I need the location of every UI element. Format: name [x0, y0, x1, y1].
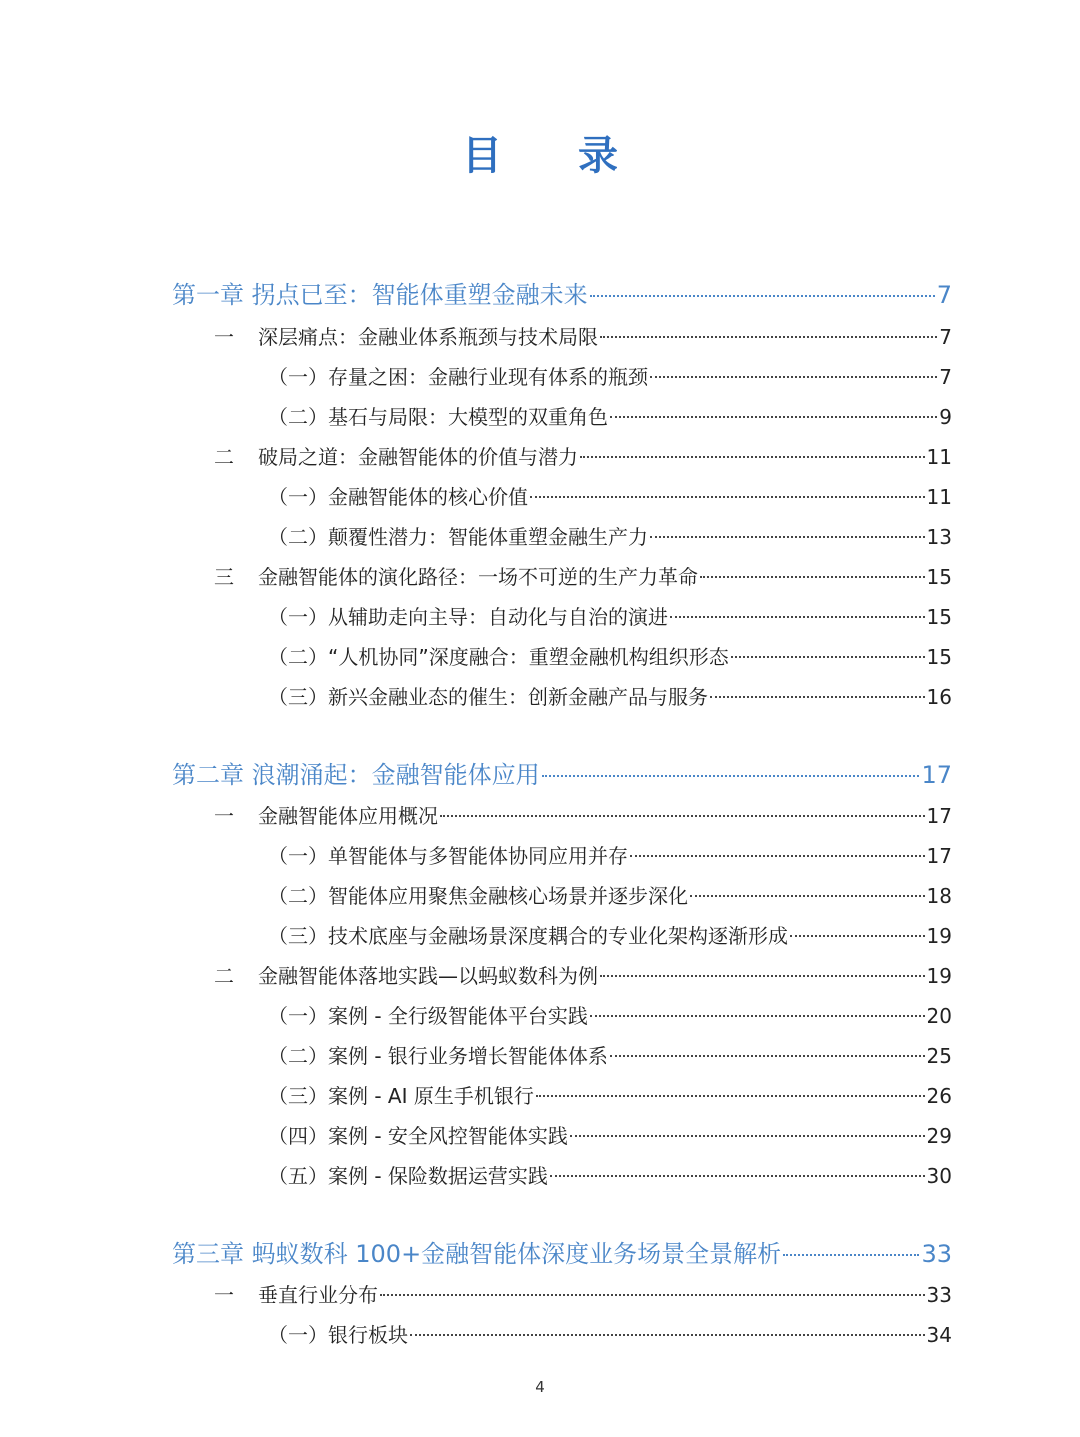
toc-page: 19 — [926, 964, 952, 988]
toc-section[interactable] — [214, 1280, 952, 1310]
toc-page: 30 — [926, 1164, 952, 1188]
toc-subsection[interactable] — [268, 921, 952, 951]
toc-page: 33 — [926, 1283, 952, 1307]
leader-dots — [670, 616, 925, 618]
toc-page: 16 — [926, 685, 952, 709]
leader-dots — [690, 895, 925, 897]
toc-label: （二）案例 - 银行业务增长智能体体系 — [268, 1044, 608, 1068]
toc-label: （五）案例 - 保险数据运营实践 — [268, 1164, 548, 1188]
toc-page: 15 — [926, 645, 952, 669]
leader-dots — [700, 576, 925, 578]
toc-chapter-2[interactable] — [172, 760, 952, 790]
leader-dots — [783, 1254, 919, 1256]
toc-subsection[interactable] — [268, 1081, 952, 1111]
leader-dots — [542, 775, 920, 777]
toc-label: （一）从辅助走向主导：自动化与自治的演进 — [268, 605, 668, 629]
leader-dots — [610, 1055, 925, 1057]
toc-page: 19 — [926, 924, 952, 948]
toc-label: （一）案例 - 全行级智能体平台实践 — [268, 1004, 588, 1028]
toc-subsection[interactable] — [268, 642, 952, 672]
toc-label: 金融智能体应用概况 — [258, 804, 438, 828]
toc-section-num: 一 — [214, 1283, 234, 1307]
toc-label: 金融智能体落地实践—以蚂蚁数科为例 — [258, 964, 598, 988]
toc-page: 11 — [926, 485, 952, 509]
toc-page: 15 — [926, 605, 952, 629]
toc-page: 17 — [921, 761, 952, 789]
page-number: 4 — [535, 1378, 545, 1396]
toc-label: （二）“人机协同”深度融合：重塑金融机构组织形态 — [268, 645, 729, 669]
toc-page: 7 — [939, 365, 952, 389]
toc-label: 垂直行业分布 — [258, 1283, 378, 1307]
toc-label: 金融智能体的演化路径：一场不可逆的生产力革命 — [258, 565, 698, 589]
toc-subsection[interactable] — [268, 881, 952, 911]
leader-dots — [580, 456, 925, 458]
leader-dots — [440, 815, 925, 817]
toc-page: 13 — [926, 525, 952, 549]
leader-dots — [610, 416, 937, 418]
leader-dots — [650, 536, 925, 538]
toc-subsection[interactable] — [268, 602, 952, 632]
toc-section-num: 三 — [214, 565, 234, 589]
toc-chapter-3[interactable] — [172, 1239, 952, 1269]
toc-page: 7 — [936, 281, 952, 309]
toc-section-num: 一 — [214, 325, 234, 349]
toc-label: （一）银行板块 — [268, 1323, 408, 1347]
toc-subsection[interactable] — [268, 482, 952, 512]
toc-subsection[interactable] — [268, 1320, 952, 1350]
leader-dots — [570, 1135, 925, 1137]
toc-label: （四）案例 - 安全风控智能体实践 — [268, 1124, 568, 1148]
toc-page: 33 — [921, 1240, 952, 1268]
toc-subsection[interactable] — [268, 682, 952, 712]
toc-page: 15 — [926, 565, 952, 589]
toc-label: （二）颠覆性潜力：智能体重塑金融生产力 — [268, 525, 648, 549]
toc-page: 11 — [926, 445, 952, 469]
leader-dots — [790, 935, 925, 937]
toc-label: （二）基石与局限：大模型的双重角色 — [268, 405, 608, 429]
toc-subsection[interactable] — [268, 402, 952, 432]
toc-section[interactable] — [214, 322, 952, 352]
toc-label: 第二章 浪潮涌起：金融智能体应用 — [172, 761, 540, 789]
leader-dots — [380, 1294, 925, 1296]
toc-section-num: 二 — [214, 964, 234, 988]
toc-subsection[interactable] — [268, 841, 952, 871]
toc-page: 26 — [926, 1084, 952, 1108]
toc-section[interactable] — [214, 442, 952, 472]
toc-page: 7 — [939, 325, 952, 349]
toc-page: 18 — [926, 884, 952, 908]
toc-subsection[interactable] — [268, 1121, 952, 1151]
toc-subsection[interactable] — [268, 1001, 952, 1031]
toc-page: 17 — [926, 844, 952, 868]
toc-subsection[interactable] — [268, 362, 952, 392]
toc-chapter-1[interactable] — [172, 280, 952, 310]
toc-section-num: 二 — [214, 445, 234, 469]
toc-section[interactable] — [214, 562, 952, 592]
leader-dots — [590, 1015, 925, 1017]
toc-page: 20 — [926, 1004, 952, 1028]
toc-label: （一）存量之困：金融行业现有体系的瓶颈 — [268, 365, 648, 389]
leader-dots — [731, 656, 925, 658]
leader-dots — [410, 1334, 925, 1336]
toc-subsection[interactable] — [268, 1161, 952, 1191]
toc-label: （三）案例 - AI 原生手机银行 — [268, 1084, 534, 1108]
toc-label: （三）技术底座与金融场景深度耦合的专业化架构逐渐形成 — [268, 924, 788, 948]
toc-label: （一）金融智能体的核心价值 — [268, 485, 528, 509]
leader-dots — [600, 336, 937, 338]
title-char-2: 录 — [578, 133, 618, 179]
leader-dots — [600, 975, 925, 977]
leader-dots — [630, 855, 925, 857]
toc-page: 9 — [939, 405, 952, 429]
toc-label: 第一章 拐点已至：智能体重塑金融未来 — [172, 281, 588, 309]
toc-label: （二）智能体应用聚焦金融核心场景并逐步深化 — [268, 884, 688, 908]
toc-section-num: 一 — [214, 804, 234, 828]
toc-label: 第三章 蚂蚁数科 100+金融智能体深度业务场景全景解析 — [172, 1240, 782, 1268]
toc-page: 25 — [926, 1044, 952, 1068]
toc-subsection[interactable] — [268, 522, 952, 552]
toc-label: （一）单智能体与多智能体协同应用并存 — [268, 844, 628, 868]
leader-dots — [650, 376, 937, 378]
toc-page: 29 — [926, 1124, 952, 1148]
toc-page: 34 — [926, 1323, 952, 1347]
toc-section[interactable] — [214, 801, 952, 831]
leader-dots — [710, 696, 925, 698]
toc-page: 17 — [926, 804, 952, 828]
title-char-1: 目 — [462, 133, 502, 179]
leader-dots — [536, 1095, 925, 1097]
leader-dots — [550, 1175, 925, 1177]
toc-label: （三）新兴金融业态的催生：创新金融产品与服务 — [268, 685, 708, 709]
toc-label: 深层痛点：金融业体系瓶颈与技术局限 — [258, 325, 598, 349]
toc-section[interactable] — [214, 961, 952, 991]
toc-label: 破局之道：金融智能体的价值与潜力 — [258, 445, 578, 469]
toc-subsection[interactable] — [268, 1041, 952, 1071]
leader-dots — [530, 496, 925, 498]
leader-dots — [590, 295, 935, 297]
